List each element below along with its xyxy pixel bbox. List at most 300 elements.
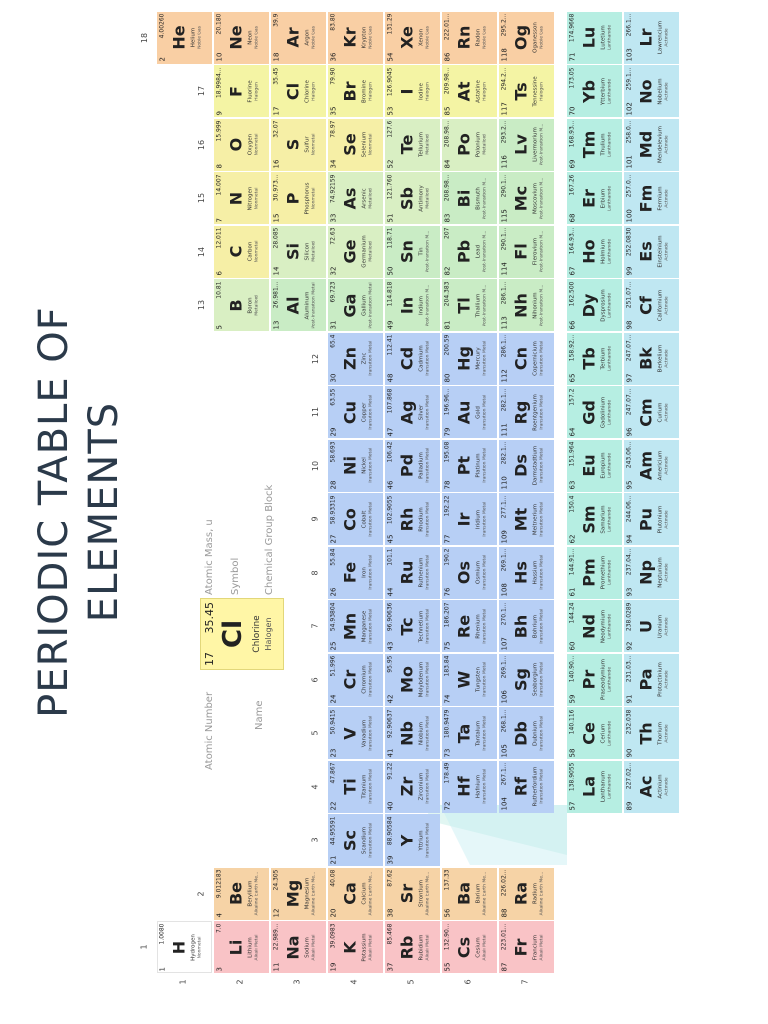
element-ca[interactable] — [328, 868, 383, 920]
element-name: Iridium — [475, 509, 481, 529]
element-symbol: Ds — [511, 454, 530, 477]
element-xe[interactable] — [385, 12, 440, 64]
element-symbol: Ir — [454, 512, 473, 526]
element-ac[interactable] — [624, 761, 679, 813]
element-symbol: Es — [636, 241, 655, 262]
element-rn[interactable] — [442, 12, 497, 64]
element-group: Transition Metal — [368, 768, 373, 805]
element-name: Dubnium — [532, 720, 538, 746]
element-mass: 83.80 — [329, 13, 336, 31]
element-group: Transition Metal — [425, 715, 430, 751]
element-name: Iodine — [418, 82, 424, 100]
element-ga[interactable] — [328, 279, 383, 331]
element-group: Actinide — [664, 616, 669, 636]
element-in[interactable] — [385, 279, 440, 331]
element-number: 7 — [215, 217, 223, 222]
element-au[interactable] — [442, 386, 497, 438]
element-mass: 286.1... — [500, 334, 507, 358]
element-group: Transition Metal — [425, 340, 430, 377]
element-name: Curium — [657, 402, 663, 422]
element-symbol: Ts — [511, 81, 530, 101]
element-number: 33 — [329, 213, 337, 222]
element-mass: 286.1... — [500, 281, 507, 304]
element-group: Halogen — [368, 81, 373, 101]
element-symbol: Cr — [340, 669, 359, 690]
element-name: Bromine — [361, 79, 367, 103]
element-group: Transition Metal — [425, 554, 430, 591]
element-po[interactable] — [442, 119, 497, 171]
element-number: 44 — [386, 587, 394, 597]
element-mass: 232.038 — [625, 709, 632, 734]
element-tb[interactable] — [567, 333, 622, 385]
element-cf[interactable] — [624, 279, 679, 331]
element-group: Transition Metal — [539, 661, 544, 698]
element-sg[interactable] — [499, 654, 554, 706]
element-tl[interactable] — [442, 279, 497, 331]
element-be[interactable] — [214, 868, 269, 920]
element-symbol: Kr — [340, 27, 359, 48]
element-dy[interactable] — [567, 279, 622, 331]
element-mass: 20.180 — [215, 13, 222, 35]
legend-group: Halogen — [264, 617, 273, 651]
element-name: Mercury — [475, 347, 481, 370]
element-symbol: Hf — [454, 776, 473, 797]
element-symbol: Tl — [454, 296, 473, 314]
element-mass: 259.1... — [625, 67, 632, 90]
element-mass: 22.989... — [272, 923, 279, 950]
element-pt[interactable] — [442, 440, 497, 492]
element-cl[interactable] — [271, 65, 326, 117]
element-na[interactable] — [271, 921, 326, 973]
element-u[interactable] — [624, 600, 679, 652]
element-mass: 158.92... — [568, 334, 575, 362]
element-group: Transition Metal — [482, 340, 487, 377]
element-symbol: Ga — [340, 293, 359, 317]
element-mass: 78.97 — [329, 120, 336, 138]
element-cu[interactable] — [328, 386, 383, 438]
element-mass: 15.999 — [215, 120, 222, 142]
element-symbol: Re — [454, 614, 473, 638]
element-symbol: Pr — [579, 669, 598, 690]
element-mass: 269.1... — [500, 548, 507, 572]
element-name: Lithium — [247, 936, 253, 958]
element-yb[interactable] — [567, 65, 622, 117]
element-group: Post-Transition M... — [482, 284, 487, 326]
element-name: Phosphorus — [304, 182, 310, 214]
element-ho[interactable] — [567, 226, 622, 278]
element-os[interactable] — [442, 547, 497, 599]
element-symbol: Mo — [397, 666, 416, 693]
element-name: Terbium — [600, 347, 606, 370]
element-name: Bismuth — [475, 186, 481, 210]
element-name: Berkelium — [657, 344, 663, 373]
element-group: Alkaline Earth Me... — [482, 871, 487, 916]
element-symbol: Ce — [579, 721, 598, 745]
element-eu[interactable] — [567, 440, 622, 492]
element-s[interactable] — [271, 119, 326, 171]
element-lv[interactable] — [499, 119, 554, 171]
element-bi[interactable] — [442, 172, 497, 224]
element-name: Astatine — [475, 79, 481, 103]
element-number: 86 — [443, 52, 451, 62]
element-name: Roentgenium — [532, 393, 538, 431]
element-number: 109 — [500, 529, 508, 543]
element-zn[interactable] — [328, 333, 383, 385]
element-mass: 58.693 — [329, 441, 336, 463]
element-group: Actinide — [664, 509, 669, 529]
element-cn[interactable] — [499, 333, 554, 385]
element-mass: 114.818 — [386, 281, 393, 306]
element-number: 11 — [272, 962, 280, 971]
element-number: 54 — [386, 52, 394, 62]
element-symbol: Zr — [397, 776, 416, 797]
element-ar[interactable] — [271, 12, 326, 64]
element-symbol: Og — [511, 24, 530, 51]
element-h[interactable] — [157, 921, 212, 973]
element-sr[interactable] — [385, 868, 440, 920]
element-pb[interactable] — [442, 226, 497, 278]
element-ni[interactable] — [328, 440, 383, 492]
element-name: Meitnerium — [532, 503, 538, 535]
element-symbol: Ta — [454, 723, 473, 743]
element-mass: 247.07... — [625, 334, 632, 362]
element-ir[interactable] — [442, 493, 497, 545]
group-label: 14 — [197, 246, 206, 257]
element-group: Halogen — [425, 81, 430, 101]
element-w[interactable] — [442, 654, 497, 706]
element-group: Metalloid — [368, 187, 373, 209]
element-mn[interactable] — [328, 600, 383, 652]
element-name: Selenium — [361, 131, 367, 158]
element-symbol: Ho — [579, 239, 598, 264]
element-number: 95 — [625, 480, 633, 490]
element-pu[interactable] — [624, 493, 679, 545]
element-mass: 257.0... — [625, 174, 632, 197]
element-group: Actinide — [664, 402, 669, 422]
element-name: Neodymium — [600, 609, 606, 643]
element-sc[interactable] — [328, 814, 383, 866]
element-mass: 173.05 — [568, 67, 575, 88]
element-number: 118 — [500, 48, 508, 62]
element-br[interactable] — [328, 65, 383, 117]
element-number: 35 — [329, 106, 337, 115]
element-tm[interactable] — [567, 119, 622, 171]
element-name: Argon — [304, 29, 310, 46]
element-hf[interactable] — [442, 761, 497, 813]
element-si[interactable] — [271, 226, 326, 278]
element-tc[interactable] — [385, 600, 440, 652]
element-te[interactable] — [385, 119, 440, 171]
element-number: 36 — [329, 52, 337, 62]
element-group: Transition Metal — [425, 661, 430, 698]
element-group: Transition Metal — [368, 661, 373, 698]
group-label: 10 — [311, 460, 320, 471]
element-name: Calcium — [361, 882, 367, 905]
element-c[interactable] — [214, 226, 269, 278]
element-name: Lead — [475, 244, 481, 259]
element-name: Hassium — [532, 560, 538, 585]
element-group: Lanthanide — [607, 720, 612, 746]
element-number: 112 — [500, 369, 508, 383]
element-mass: 40.08 — [329, 869, 336, 887]
element-symbol: Ca — [340, 882, 359, 905]
element-fe[interactable] — [328, 547, 383, 599]
element-pa[interactable] — [624, 654, 679, 706]
element-cd[interactable] — [385, 333, 440, 385]
element-group: Actinide — [664, 28, 669, 47]
element-re[interactable] — [442, 600, 497, 652]
element-number: 107 — [500, 636, 508, 650]
element-se[interactable] — [328, 119, 383, 171]
element-name: Cadmium — [418, 345, 424, 372]
group-label: 2 — [197, 890, 206, 897]
element-name: Plutonium — [657, 505, 663, 533]
element-name: Nobelium — [657, 77, 663, 105]
element-sb[interactable] — [385, 172, 440, 224]
element-group: Transition Metal — [539, 340, 544, 377]
element-n[interactable] — [214, 172, 269, 224]
element-symbol: Sg — [511, 668, 530, 691]
element-rh[interactable] — [385, 493, 440, 545]
element-no[interactable] — [624, 65, 679, 117]
element-group: Noble Gas — [368, 26, 373, 50]
element-name: Protactinium — [657, 662, 663, 697]
element-number: 100 — [625, 208, 633, 222]
element-name: Einsteinium — [657, 235, 663, 268]
element-ds[interactable] — [499, 440, 554, 492]
element-number: 65 — [568, 373, 576, 383]
element-li[interactable] — [214, 921, 269, 973]
element-group: Alkali Metal — [539, 934, 544, 960]
element-at[interactable] — [442, 65, 497, 117]
element-mass: 35.45 — [272, 67, 279, 85]
element-name: Helium — [190, 27, 196, 48]
element-rf[interactable] — [499, 761, 554, 813]
element-md[interactable] — [624, 119, 679, 171]
element-mc[interactable] — [499, 172, 554, 224]
element-as[interactable] — [328, 172, 383, 224]
group-label: 17 — [197, 85, 206, 97]
element-number: 55 — [443, 962, 451, 971]
element-symbol: Sm — [579, 504, 598, 534]
element-lu[interactable] — [567, 12, 622, 64]
legend-card — [200, 598, 284, 670]
element-number: 13 — [272, 320, 280, 329]
element-mass: 178.49 — [443, 762, 450, 784]
element-group: Alkali Metal — [311, 934, 316, 960]
element-bk[interactable] — [624, 333, 679, 385]
group-label: 6 — [311, 676, 320, 683]
element-group: Lanthanide — [607, 773, 612, 800]
element-mass: 268.1... — [500, 709, 507, 732]
element-ti[interactable] — [328, 761, 383, 813]
element-group: Metalloid — [425, 134, 430, 155]
element-nb[interactable] — [385, 707, 440, 759]
element-group: Lanthanide — [607, 613, 612, 639]
element-mass: 266.1... — [625, 13, 632, 37]
element-number: 64 — [568, 427, 576, 436]
element-ag[interactable] — [385, 386, 440, 438]
element-symbol: S — [283, 138, 302, 151]
element-cs[interactable] — [442, 921, 497, 973]
element-name: Niobium — [418, 721, 424, 745]
element-name: Palladium — [418, 452, 424, 479]
element-name: Francium — [532, 934, 538, 960]
element-name: Titanium — [361, 774, 367, 799]
element-b[interactable] — [214, 279, 269, 331]
element-number: 17 — [272, 106, 280, 115]
element-k[interactable] — [328, 921, 383, 973]
element-ra[interactable] — [499, 868, 554, 920]
element-symbol: Pu — [636, 507, 655, 531]
element-ru[interactable] — [385, 547, 440, 599]
element-mass: 140.116 — [568, 709, 575, 734]
element-mass: 18.9984... — [215, 67, 222, 98]
element-symbol: N — [226, 191, 245, 205]
element-cm[interactable] — [624, 386, 679, 438]
element-name: Technetium — [418, 610, 424, 642]
element-mass: 195.08 — [443, 441, 450, 463]
element-mass: 14.007 — [215, 174, 222, 195]
element-nd[interactable] — [567, 600, 622, 652]
element-fl[interactable] — [499, 226, 554, 278]
element-group: Lanthanide — [607, 399, 612, 425]
element-db[interactable] — [499, 707, 554, 759]
element-name: Manganese — [361, 610, 367, 642]
element-group: Transition Metal — [482, 661, 487, 698]
element-number: 2 — [158, 57, 166, 62]
element-ba[interactable] — [442, 868, 497, 920]
element-number: 67 — [568, 266, 576, 276]
element-hg[interactable] — [442, 333, 497, 385]
element-number: 25 — [329, 641, 337, 650]
element-ta[interactable] — [442, 707, 497, 759]
element-i[interactable] — [385, 65, 440, 117]
element-symbol: Hs — [511, 561, 530, 584]
element-sn[interactable] — [385, 226, 440, 278]
element-al[interactable] — [271, 279, 326, 331]
element-number: 59 — [568, 694, 576, 704]
element-group: Actinide — [664, 777, 669, 796]
element-mass: 118.71 — [386, 227, 393, 249]
element-symbol: Dy — [579, 293, 598, 317]
element-og[interactable] — [499, 12, 554, 64]
element-mass: 10.81 — [215, 281, 222, 299]
element-mg[interactable] — [271, 868, 326, 920]
element-mass: 74.92159 — [329, 174, 336, 203]
element-number: 105 — [500, 743, 508, 757]
element-mass: 24.305 — [272, 869, 279, 891]
element-er[interactable] — [567, 172, 622, 224]
element-name: Arsenic — [361, 187, 367, 209]
element-number: 90 — [625, 748, 633, 757]
element-fm[interactable] — [624, 172, 679, 224]
element-symbol: Se — [340, 133, 359, 156]
element-rb[interactable] — [385, 921, 440, 973]
element-number: 3 — [215, 966, 223, 971]
element-number: 84 — [443, 159, 451, 169]
element-name: Lanthanum — [600, 770, 606, 803]
element-np[interactable] — [624, 547, 679, 599]
element-la[interactable] — [567, 761, 622, 813]
element-mt[interactable] — [499, 493, 554, 545]
element-mass: 227.02... — [625, 762, 632, 790]
element-name: Flerovium — [532, 237, 538, 266]
element-p[interactable] — [271, 172, 326, 224]
element-group: Nonmetal — [254, 240, 259, 263]
element-pd[interactable] — [385, 440, 440, 492]
element-number: 113 — [500, 315, 508, 329]
element-fr[interactable] — [499, 921, 554, 973]
element-group: Transition Metal — [539, 501, 544, 537]
element-symbol: Al — [283, 296, 302, 314]
element-rg[interactable] — [499, 386, 554, 438]
element-number: 102 — [625, 101, 633, 115]
element-es[interactable] — [624, 226, 679, 278]
element-pr[interactable] — [567, 654, 622, 706]
element-group: Halogen — [482, 81, 487, 101]
element-bh[interactable] — [499, 600, 554, 652]
element-name: Tin — [418, 247, 424, 256]
element-mass: 208.98... — [443, 174, 450, 201]
element-mo[interactable] — [385, 654, 440, 706]
element-number: 66 — [568, 320, 576, 329]
element-name: Moscovium — [532, 182, 538, 214]
period-label: 6 — [464, 979, 473, 985]
element-mass: 208.98... — [443, 120, 450, 148]
element-number: 117 — [500, 101, 508, 115]
element-number: 19 — [329, 962, 337, 971]
element-lr[interactable] — [624, 12, 679, 64]
element-mass: 295.2... — [500, 13, 507, 37]
element-y[interactable] — [385, 814, 440, 866]
element-ge[interactable] — [328, 226, 383, 278]
element-mass: 138.9055 — [568, 762, 575, 792]
element-gd[interactable] — [567, 386, 622, 438]
element-v[interactable] — [328, 707, 383, 759]
element-group: Halogen — [539, 81, 544, 101]
element-number: 20 — [329, 908, 337, 918]
element-zr[interactable] — [385, 761, 440, 813]
element-symbol: Ni — [340, 456, 359, 475]
element-am[interactable] — [624, 440, 679, 492]
element-symbol: Si — [283, 243, 302, 261]
element-ce[interactable] — [567, 707, 622, 759]
element-pm[interactable] — [567, 547, 622, 599]
element-name: Tungsten — [475, 667, 481, 692]
element-number: 58 — [568, 748, 576, 757]
element-ts[interactable] — [499, 65, 554, 117]
element-name: Hafnium — [475, 774, 481, 799]
element-hs[interactable] — [499, 547, 554, 599]
element-nh[interactable] — [499, 279, 554, 331]
element-mass: 196.96... — [443, 388, 450, 415]
element-co[interactable] — [328, 493, 383, 545]
element-number: 110 — [500, 476, 508, 490]
element-cr[interactable] — [328, 654, 383, 706]
element-name: Seaborgium — [532, 662, 538, 697]
element-ne[interactable] — [214, 12, 269, 64]
element-he[interactable] — [157, 12, 212, 64]
element-number: 1 — [158, 966, 166, 971]
element-kr[interactable] — [328, 12, 383, 64]
element-o[interactable] — [214, 119, 269, 171]
element-mass: 269.1... — [500, 655, 507, 679]
element-sm[interactable] — [567, 493, 622, 545]
element-mass: 102.9055 — [386, 495, 393, 524]
element-f[interactable] — [214, 65, 269, 117]
element-th[interactable] — [624, 707, 679, 759]
